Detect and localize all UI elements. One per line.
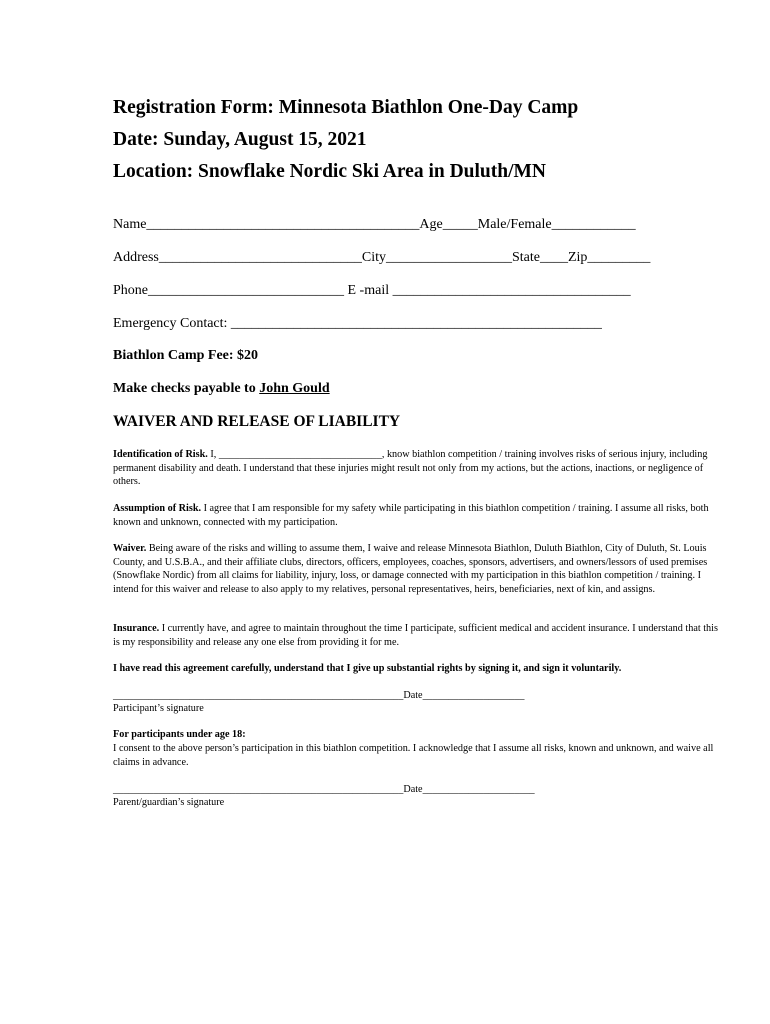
identification-heading: Identification of Risk. — [113, 449, 208, 460]
assumption-text: I agree that I am responsible for my safety while participating in this biathlon competition / training. I assume all risks, both known and unknown, connected with my participation. — [113, 503, 709, 528]
insurance-clause — [113, 622, 721, 649]
address-row[interactable]: Address_____________________________City__________________State____Zip_________ — [113, 250, 651, 265]
camp-fee: Biathlon Camp Fee: $20 — [113, 348, 259, 363]
event-date: Date: Sunday, August 15, 2021 — [113, 129, 367, 150]
assumption-of-risk — [113, 502, 721, 529]
event-location: Location: Snowflake Nordic Ski Area in Duluth/MN — [113, 161, 547, 182]
identification-of-risk — [113, 448, 721, 489]
phone-email-row[interactable]: Phone____________________________ E -mail __________________________________ — [113, 283, 631, 298]
waiver-text: Being aware of the risks and willing to assume them, I waive and release Minnesota Biathlon, Duluth Biathlon, City of Duluth, St. Louis County, and U.S.B.A., and their affiliate clubs, directors, officers, employees, coaches, sponsors, advertisers, and owners/lessors of used premises (Snowflake Nordic) from all claims for liability, injury, loss, or damage connected with my participation in this biathlon competition / training. I intend for this waiver and release to also apply to my relatives, personal representatives, heirs, beneficiaries, next of kin, and assigns. — [113, 543, 708, 595]
form-title: Registration Form: Minnesota Biathlon One-Day Camp — [113, 97, 579, 118]
insurance-heading: Insurance. — [113, 623, 160, 634]
parent-signature-label: Parent/guardian’s signature — [113, 797, 225, 808]
waiver-heading: Waiver. — [113, 543, 147, 554]
under18-consent: I consent to the above person’s participation in this biathlon competition. I acknowledge that I assume all risks, known and unknown, and waive all claims in advance. — [113, 743, 714, 768]
identification-text: I, ________________________________, know biathlon competition / training involves risks of serious injury, including permanent disability and death. I understand that these injuries might result not only from my actions, but the actions, inactions, or negligence of others. — [113, 449, 708, 487]
form-header — [113, 92, 723, 188]
participant-signature-line[interactable]: _________________________________________________________Date____________________ — [113, 690, 525, 701]
insurance-text: I currently have, and agree to maintain throughout the time I participate, sufficient medical and accident insurance. I understand that this is my responsibility and release any one else from providing it for me. — [113, 623, 718, 648]
participant-signature-label: Participant’s signature — [113, 703, 204, 714]
agreement-statement: I have read this agreement carefully, understand that I give up substantial rights by signing it, and sign it voluntarily. — [113, 663, 622, 674]
checks-payable — [113, 381, 330, 397]
assumption-heading: Assumption of Risk. — [113, 503, 202, 514]
waiver-clause — [113, 542, 721, 596]
emergency-contact-row[interactable]: Emergency Contact: _____________________________________________________ — [113, 316, 602, 331]
checks-prefix: Make checks payable to — [113, 381, 260, 396]
under18-heading: For participants under age 18: — [113, 729, 246, 740]
parent-signature-line[interactable]: _________________________________________________________Date______________________ — [113, 784, 535, 795]
checks-payee: John Gould — [259, 381, 330, 396]
name-age-gender-row[interactable]: Name_______________________________________Age_____Male/Female____________ — [113, 217, 636, 232]
waiver-title: WAIVER AND RELEASE OF LIABILITY — [113, 413, 401, 430]
